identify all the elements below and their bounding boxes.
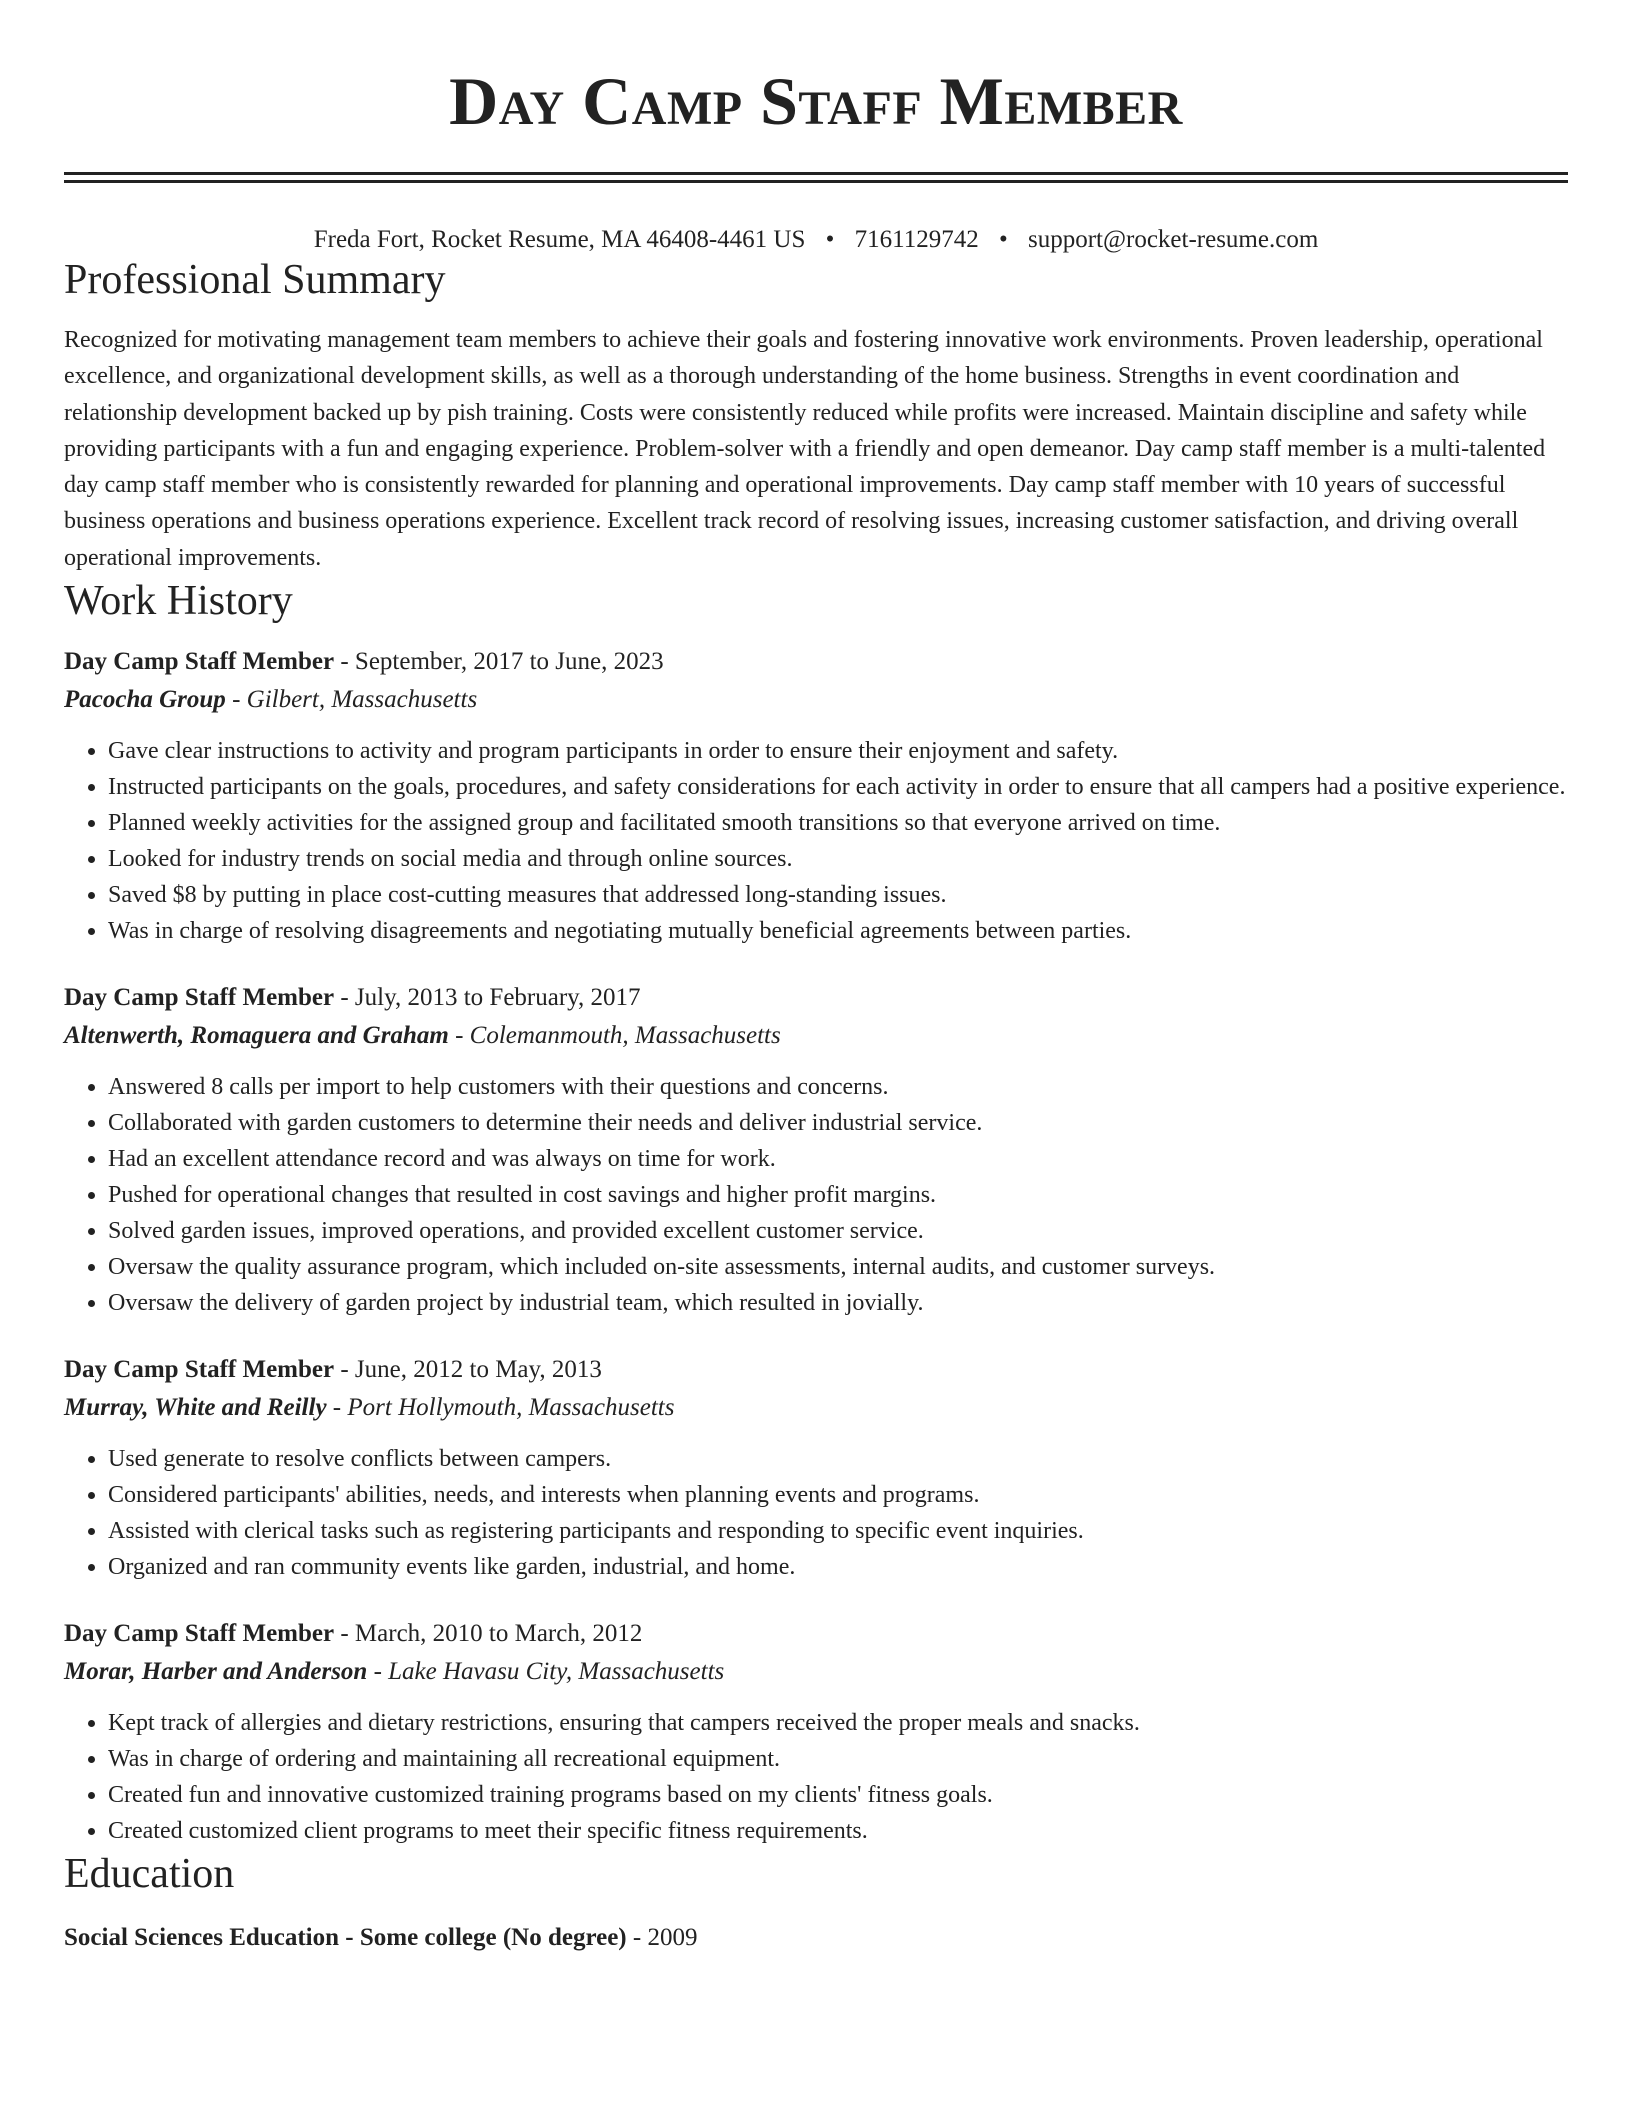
job-bullets <box>64 1069 1568 1321</box>
job-entry <box>64 643 1568 949</box>
education-degree: Social Sciences Education - Some college (No degree) <box>64 1924 627 1952</box>
work-history-list <box>64 643 1568 1849</box>
job-bullet: • Oversaw the delivery of garden project by industrial team, which resulted in jovially. <box>108 1285 1568 1321</box>
contact-line <box>64 225 1568 255</box>
resume-title: Day Camp Staff Member <box>449 63 1183 139</box>
job-title: Day Camp Staff Member <box>64 984 335 1012</box>
job-bullet: • Instructed participants on the goals, procedures, and safety considerations for each activity in order to ensure that all campers had a positive experience. <box>108 769 1568 805</box>
education-entry <box>64 1919 1568 1957</box>
job-bullet: • Saved $8 by putting in place cost-cutting measures that addressed long-standing issues. <box>108 877 1568 913</box>
job-bullet: • Solved garden issues, improved operations, and provided excellent customer service. <box>108 1213 1568 1249</box>
job-bullet: • Planned weekly activities for the assigned group and facilitated smooth transitions so that everyone arrived on time. <box>108 805 1568 841</box>
job-bullets <box>64 733 1568 949</box>
job-company: Morar, Harber and Anderson <box>64 1658 368 1686</box>
job-company: Altenwerth, Romaguera and Graham <box>64 1022 449 1050</box>
job-entry <box>64 979 1568 1321</box>
job-entry <box>64 1615 1568 1849</box>
job-bullet: • Gave clear instructions to activity and program participants in order to ensure their enjoyment and safety. <box>108 733 1568 769</box>
contact-separator: • <box>825 226 835 253</box>
job-bullet: • Was in charge of resolving disagreements and negotiating mutually beneficial agreements between parties. <box>108 913 1568 949</box>
job-title-line <box>64 1351 1568 1389</box>
job-dates: - September, 2017 to June, 2023 <box>334 648 664 676</box>
job-location: - Port Hollymouth, Massachusetts <box>326 1394 675 1422</box>
job-company-line <box>64 1389 1568 1427</box>
job-title-line <box>64 979 1568 1017</box>
job-company-line <box>64 681 1568 719</box>
contact-email: support@rocket-resume.com <box>1027 226 1319 253</box>
summary-text: Recognized for motivating management team members to achieve their goals and fostering innovative work environments. Proven leadership, operational excellence, and organizational development skills, as well as a thorough understanding of the home business. Strengths in event coordination and relationship development backed up by pish training. Costs were consistently reduced while profits were increased. Maintain discipline and safety while providing participants with a fun and engaging experience. Problem-solver with a friendly and open demeanor. Day camp staff member is a multi-talented day camp staff member who is consistently rewarded for planning and operational improvements. Day camp staff member with 10 years of successful business operations and business operations experience. Excellent track record of resolving issues, increasing customer satisfaction, and driving overall operational improvements. <box>64 327 1546 571</box>
job-bullet: • Pushed for operational changes that resulted in cost savings and higher profit margins. <box>108 1177 1568 1213</box>
job-bullet: • Was in charge of ordering and maintaining all recreational equipment. <box>108 1741 1568 1777</box>
job-dates: - July, 2013 to February, 2017 <box>334 984 641 1012</box>
job-bullet: • Looked for industry trends on social media and through online sources. <box>108 841 1568 877</box>
summary-heading: Professional Summary <box>64 257 446 303</box>
job-title-line <box>64 1615 1568 1653</box>
job-company: Pacocha Group <box>64 686 226 714</box>
job-bullet: • Oversaw the quality assurance program, which included on-site assessments, internal audits, and customer surveys. <box>108 1249 1568 1285</box>
job-bullet: • Kept track of allergies and dietary restrictions, ensuring that campers received the proper meals and snacks. <box>108 1705 1568 1741</box>
contact-address: Freda Fort, Rocket Resume, MA 46408-4461 US <box>313 226 806 253</box>
job-company-line <box>64 1017 1568 1055</box>
contact-phone: 7161129742 <box>854 226 979 253</box>
job-bullet: • Had an excellent attendance record and was always on time for work. <box>108 1141 1568 1177</box>
job-bullet: • Organized and ran community events like garden, industrial, and home. <box>108 1549 1568 1585</box>
job-bullets <box>64 1441 1568 1585</box>
job-dates: - June, 2012 to May, 2013 <box>334 1356 602 1384</box>
job-bullet: • Assisted with clerical tasks such as registering participants and responding to specific event inquiries. <box>108 1513 1568 1549</box>
job-location: - Colemanmouth, Massachusetts <box>448 1022 781 1050</box>
job-bullet: • Considered participants' abilities, needs, and interests when planning events and programs. <box>108 1477 1568 1513</box>
job-bullets <box>64 1705 1568 1849</box>
job-company: Murray, White and Reilly <box>64 1394 327 1422</box>
job-dates: - March, 2010 to March, 2012 <box>334 1620 643 1648</box>
job-title: Day Camp Staff Member <box>64 648 335 676</box>
education-heading: Education <box>64 1851 235 1898</box>
job-title: Day Camp Staff Member <box>64 1620 335 1648</box>
job-company-line <box>64 1653 1568 1691</box>
contact-separator: • <box>998 226 1008 253</box>
job-bullet: • Answered 8 calls per import to help customers with their questions and concerns. <box>108 1069 1568 1105</box>
work-history-heading: Work History <box>64 578 293 625</box>
job-bullet: • Used generate to resolve conflicts between campers. <box>108 1441 1568 1477</box>
job-title: Day Camp Staff Member <box>64 1356 335 1384</box>
job-bullet: • Collaborated with garden customers to determine their needs and deliver industrial service. <box>108 1105 1568 1141</box>
job-location: - Lake Havasu City, Massachusetts <box>367 1658 725 1686</box>
job-title-line <box>64 643 1568 681</box>
job-bullet: • Created fun and innovative customized training programs based on my clients' fitness goals. <box>108 1777 1568 1813</box>
job-entry <box>64 1351 1568 1585</box>
education-year: - 2009 <box>626 1924 698 1952</box>
job-bullet: • Created customized client programs to meet their specific fitness requirements. <box>108 1813 1568 1849</box>
title-divider <box>64 172 1568 183</box>
job-location: - Gilbert, Massachusetts <box>225 686 478 714</box>
